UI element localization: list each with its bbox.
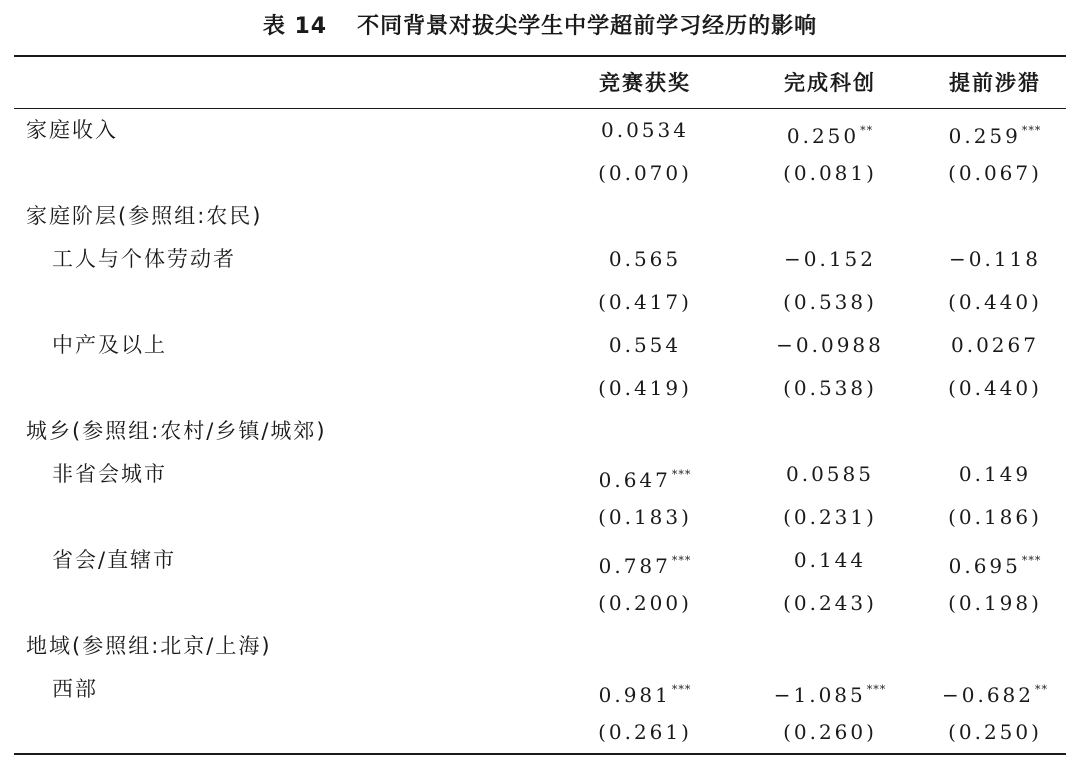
table-row xyxy=(0,539,1080,582)
cell-value: −0.0988 xyxy=(776,333,884,357)
table-row xyxy=(0,410,1080,453)
cell-value: −0.152 xyxy=(783,247,876,271)
cell-value: −0.682 xyxy=(941,683,1034,707)
table-cell xyxy=(910,152,1080,195)
table-row xyxy=(0,453,1080,496)
row-label: 城乡(参照组:农村/乡镇/城郊) xyxy=(26,419,327,443)
cell-value: 0.554 xyxy=(608,333,682,357)
table-row xyxy=(0,195,1080,238)
table-cell xyxy=(745,324,915,367)
table-row xyxy=(0,152,1080,195)
table-cell xyxy=(560,238,730,281)
table-cell xyxy=(560,367,730,410)
table-row xyxy=(0,668,1080,711)
significance-stars: ** xyxy=(860,124,874,137)
table-cell xyxy=(560,453,730,496)
cell-value: 0.144 xyxy=(793,548,867,572)
table-cell xyxy=(910,582,1080,625)
table-cell xyxy=(560,496,730,539)
cell-value: (0.440) xyxy=(948,376,1042,400)
table-cell xyxy=(560,539,730,582)
row-label: 中产及以上 xyxy=(52,333,167,357)
cell-value: 0.981 xyxy=(598,683,671,707)
table-cell xyxy=(910,539,1080,582)
cell-value: 0.0267 xyxy=(951,333,1039,357)
table-cell xyxy=(745,367,915,410)
cell-value: (0.231) xyxy=(783,505,877,529)
cell-value: 0.647 xyxy=(598,468,671,492)
table-cell xyxy=(745,668,915,711)
significance-stars: *** xyxy=(866,683,887,696)
cell-value: 0.0585 xyxy=(786,462,874,486)
bottom-rule xyxy=(14,753,1066,755)
cell-value: 0.259 xyxy=(948,124,1021,148)
cell-value: (0.186) xyxy=(948,505,1042,529)
table-cell xyxy=(910,711,1080,754)
significance-stars: *** xyxy=(671,683,692,696)
table-cell xyxy=(560,324,730,367)
table-row xyxy=(0,281,1080,324)
table-row xyxy=(0,109,1080,152)
table-cell xyxy=(745,496,915,539)
table-row xyxy=(0,367,1080,410)
table-cell xyxy=(910,496,1080,539)
table-caption xyxy=(0,0,1080,48)
cell-value: (0.243) xyxy=(783,591,877,615)
table-row xyxy=(0,238,1080,281)
column-header-competition: 竞赛获奖 xyxy=(599,71,691,95)
row-label: 家庭阶层(参照组:农民) xyxy=(26,204,263,228)
table-row xyxy=(0,625,1080,668)
table-cell xyxy=(910,238,1080,281)
cell-value: 0.787 xyxy=(598,554,671,578)
table-cell xyxy=(910,367,1080,410)
significance-stars: ** xyxy=(1035,683,1048,696)
cell-value: (0.440) xyxy=(948,290,1042,314)
table-cell xyxy=(745,238,915,281)
table-cell xyxy=(560,668,730,711)
cell-value: (0.538) xyxy=(783,376,877,400)
table-cell xyxy=(745,152,915,195)
cell-value: 0.250 xyxy=(786,124,860,148)
cell-value: 0.565 xyxy=(608,247,682,271)
table-row xyxy=(0,582,1080,625)
table-cell xyxy=(560,152,730,195)
table-cell xyxy=(910,453,1080,496)
cell-value: −0.118 xyxy=(948,247,1041,271)
row-label: 家庭收入 xyxy=(26,118,118,142)
table-cell xyxy=(910,281,1080,324)
row-label: 省会/直辖市 xyxy=(52,548,177,572)
table-cell xyxy=(560,109,730,152)
table-cell xyxy=(745,453,915,496)
cell-value: (0.067) xyxy=(948,161,1042,185)
row-label: 西部 xyxy=(52,677,98,701)
cell-value: (0.198) xyxy=(948,591,1042,615)
cell-value: (0.417) xyxy=(598,290,692,314)
table-cell xyxy=(745,281,915,324)
table-cell xyxy=(910,668,1080,711)
cell-value: (0.070) xyxy=(598,161,692,185)
table-number: 表 14 xyxy=(262,13,328,39)
table-cell xyxy=(745,582,915,625)
cell-value: (0.538) xyxy=(783,290,877,314)
significance-stars: *** xyxy=(671,554,692,567)
cell-value: (0.200) xyxy=(598,591,692,615)
significance-stars: *** xyxy=(1021,124,1042,137)
significance-stars: *** xyxy=(1021,554,1042,567)
table-title: 不同背景对拔尖学生中学超前学习经历的影响 xyxy=(357,13,818,39)
cell-value: (0.260) xyxy=(783,720,877,744)
table-cell xyxy=(745,711,915,754)
cell-value: (0.419) xyxy=(598,376,692,400)
row-label: 工人与个体劳动者 xyxy=(52,247,236,271)
cell-value: 0.695 xyxy=(948,554,1021,578)
cell-value: (0.183) xyxy=(598,505,692,529)
table-row xyxy=(0,324,1080,367)
table-cell xyxy=(560,281,730,324)
cell-value: 0.149 xyxy=(958,462,1032,486)
row-label: 地域(参照组:北京/上海) xyxy=(26,634,272,658)
top-rule xyxy=(14,55,1066,57)
cell-value: (0.081) xyxy=(783,161,877,185)
cell-value: −1.085 xyxy=(773,683,866,707)
table-cell xyxy=(560,582,730,625)
table-cell xyxy=(745,109,915,152)
table-cell xyxy=(910,109,1080,152)
cell-value: (0.250) xyxy=(948,720,1042,744)
significance-stars: *** xyxy=(671,468,692,481)
table-row xyxy=(0,496,1080,539)
table-cell xyxy=(560,711,730,754)
cell-value: (0.261) xyxy=(598,720,692,744)
column-header-research: 完成科创 xyxy=(784,71,876,95)
table-cell xyxy=(745,539,915,582)
table-cell xyxy=(910,324,1080,367)
cell-value: 0.0534 xyxy=(601,118,689,142)
table-row xyxy=(0,711,1080,754)
row-label: 非省会城市 xyxy=(52,462,167,486)
column-header-early-study: 提前涉猎 xyxy=(949,71,1041,95)
